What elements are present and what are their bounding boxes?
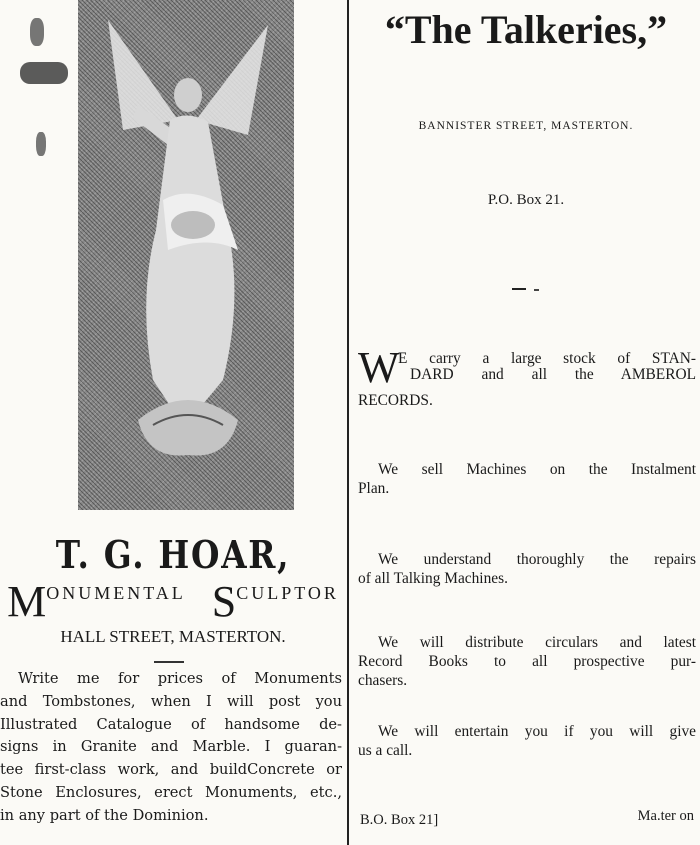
column-divider <box>347 0 349 845</box>
records-line: RECORDS. <box>358 392 433 409</box>
para-line: We will distribute circulars and latest <box>378 634 696 651</box>
footer-box-number: B.O. Box 21] <box>360 812 439 828</box>
body-line: Illustrated Catalogue of handsome de- <box>0 715 342 733</box>
heading-word-sculptor: CULPTOR <box>236 583 339 603</box>
dropcap-w: W <box>358 343 400 392</box>
dropcap-s: S <box>211 577 237 626</box>
angel-engraving <box>78 0 294 510</box>
print-smudge <box>20 62 68 84</box>
circulars-paragraph <box>358 633 696 690</box>
body-line: and Tombstones, when I will post you <box>0 692 342 710</box>
dropcap-m: M <box>7 577 47 626</box>
body-line: Stone Enclosures, erect Monuments, etc., <box>0 783 342 801</box>
instalment-paragraph <box>358 460 696 498</box>
footer-town: Ma.ter on <box>637 808 694 824</box>
print-smudge <box>36 132 46 156</box>
print-smudge <box>30 18 44 46</box>
para-line: Record Books to all prospective pur- <box>358 653 696 670</box>
para-line: We understand thoroughly the repairs <box>378 551 696 568</box>
talkeries-advertisement <box>352 0 700 845</box>
hoar-body-text <box>0 668 342 828</box>
records-line: DARD and all the AMBEROL <box>410 366 696 383</box>
body-line: tee first-class work, and buildConcrete or <box>0 761 342 779</box>
hoar-address: HALL STREET, MASTERTON. <box>60 627 286 646</box>
para-line: Plan. <box>358 480 390 497</box>
para-line: us a call. <box>358 742 413 759</box>
dash-rule <box>534 289 539 291</box>
body-line: Write me for prices of Monuments <box>18 670 342 687</box>
talkeries-pobox: P.O. Box 21. <box>487 192 565 208</box>
para-line: We sell Machines on the Instalment <box>378 461 696 478</box>
records-line: E carry a large stock of STAN- <box>398 350 696 367</box>
hoar-advertisement <box>0 0 346 845</box>
para-line: of all Talking Machines. <box>358 570 508 587</box>
rule <box>154 661 184 663</box>
dash-rule <box>512 288 526 290</box>
para-line: We will entertain you if you will give <box>378 723 696 740</box>
talkeries-title: “The Talkeries,” <box>384 7 668 52</box>
body-line: signs in Granite and Marble. I guaran- <box>0 738 342 756</box>
body-line: in any part of the Dominion. <box>0 806 209 824</box>
entertain-paragraph <box>358 722 696 760</box>
repairs-paragraph <box>358 550 696 588</box>
advertiser-name: T. G. HOAR, <box>55 532 291 577</box>
heading-word-monumental: ONUMENTAL <box>46 583 186 603</box>
monumental-sculptor-heading <box>0 577 346 626</box>
talkeries-address: BANNISTER STREET, MASTERTON. <box>418 120 634 132</box>
para-line: chasers. <box>358 672 408 689</box>
